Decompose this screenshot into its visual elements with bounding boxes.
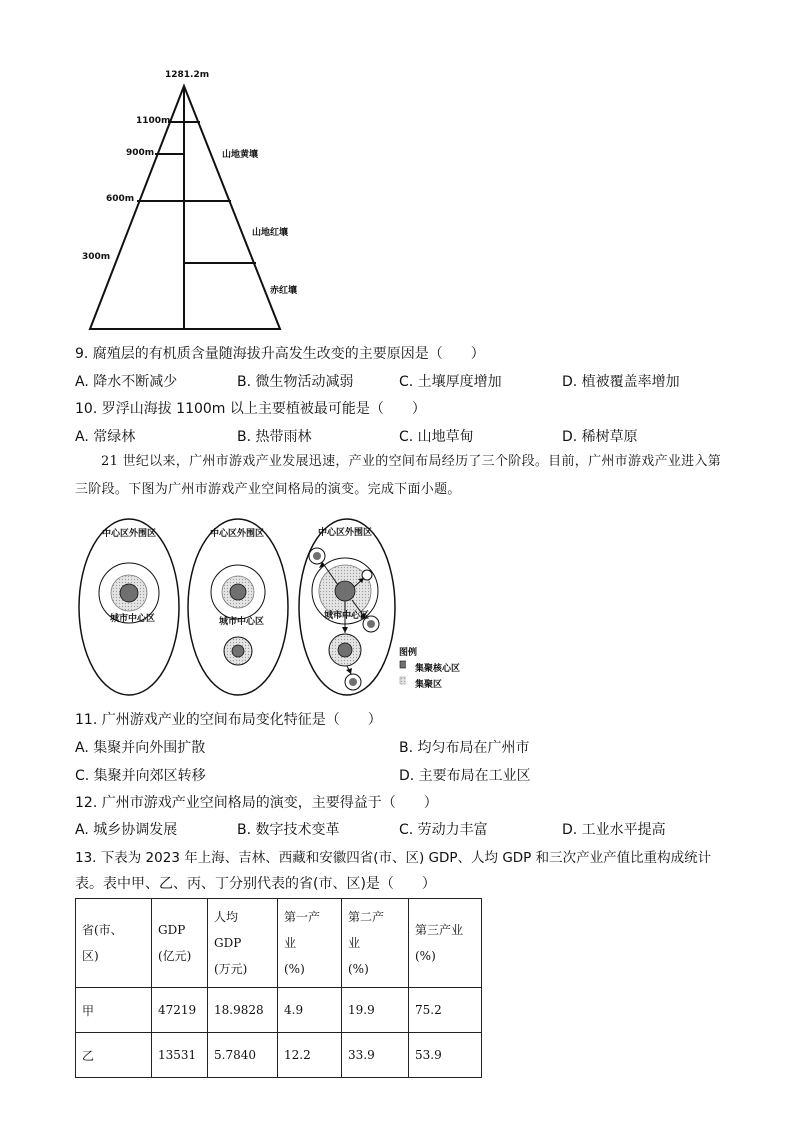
question-10-option-b[interactable]: B. 热带雨林 bbox=[237, 429, 312, 445]
question-12-option-c[interactable]: C. 劳动力丰富 bbox=[399, 822, 488, 838]
table-cell: 13531 bbox=[152, 1033, 208, 1078]
question-10-stem: 10. 罗浮山海拔 1100m 以上主要植被最可能是（ ） bbox=[75, 401, 426, 417]
question-9-option-d[interactable]: D. 植被覆盖率增加 bbox=[562, 374, 680, 390]
stage-2-outer-label: 中心区外围区 bbox=[210, 529, 265, 539]
legend-area-label: 集聚区 bbox=[415, 680, 443, 690]
stage-3-outer-label: 中心区外围区 bbox=[318, 528, 373, 538]
stage-2-center-label: 城市中心区 bbox=[219, 617, 265, 627]
table-header-row bbox=[76, 899, 482, 988]
legend-title: 图例 bbox=[399, 648, 418, 658]
stage-2 bbox=[188, 519, 288, 695]
header-gdp: GDP (亿元) bbox=[152, 899, 208, 988]
zone-label-yellow-soil: 山地黄壤 bbox=[222, 150, 259, 160]
table-cell: 19.9 bbox=[342, 988, 409, 1033]
stage-3-core bbox=[335, 581, 355, 601]
question-12-stem: 12. 广州市游戏产业空间格局的演变，主要得益于（ ） bbox=[75, 795, 438, 811]
table-cell: 乙 bbox=[76, 1033, 152, 1078]
altitude-900-label: 900m bbox=[126, 148, 155, 158]
stage-2-core bbox=[230, 584, 246, 600]
question-12-option-d[interactable]: D. 工业水平提高 bbox=[562, 822, 666, 838]
question-11-option-b[interactable]: B. 均匀布局在广州市 bbox=[399, 740, 530, 756]
altitude-600-label: 600m bbox=[106, 194, 135, 204]
legend-core-label: 集聚核心区 bbox=[415, 664, 461, 674]
question-10-option-d[interactable]: D. 稀树草原 bbox=[562, 429, 638, 445]
header-per-capita-gdp: 人均 GDP (万元) bbox=[208, 899, 278, 988]
table-cell: 53.9 bbox=[409, 1033, 482, 1078]
zone-label-red-soil: 山地红壤 bbox=[252, 228, 289, 238]
question-13-stem-line2: 表。表中甲、乙、丙、丁分别代表的省(市、区)是（ ） bbox=[75, 876, 436, 892]
question-9-option-a[interactable]: A. 降水不断减少 bbox=[75, 374, 178, 390]
question-9-option-c[interactable]: C. 土壤厚度增加 bbox=[399, 374, 502, 390]
stage-1-outer-label: 中心区外围区 bbox=[102, 529, 157, 539]
table-cell: 33.9 bbox=[342, 1033, 409, 1078]
altitude-1100-label: 1100m bbox=[136, 116, 171, 126]
stage-3 bbox=[299, 519, 395, 695]
table-cell: 4.9 bbox=[278, 988, 342, 1033]
question-9-stem: 9. 腐殖层的有机质含量随海拔升高发生改变的主要原因是（ ） bbox=[75, 346, 485, 362]
stage-1-core bbox=[120, 584, 138, 602]
question-9-option-b[interactable]: B. 微生物活动减弱 bbox=[237, 374, 354, 390]
table-cell: 75.2 bbox=[409, 988, 482, 1033]
question-11-option-d[interactable]: D. 主要布局在工业区 bbox=[399, 768, 531, 784]
header-tertiary-industry: 第三产业 (%) bbox=[409, 899, 482, 988]
stage-1-center-label: 城市中心区 bbox=[110, 614, 156, 624]
table-cell: 5.7840 bbox=[208, 1033, 278, 1078]
table-cell: 18.9828 bbox=[208, 988, 278, 1033]
header-province: 省(市、 区) bbox=[76, 899, 152, 988]
question-12-option-a[interactable]: A. 城乡协调发展 bbox=[75, 822, 178, 838]
altitude-300-label: 300m bbox=[82, 252, 111, 262]
table-cell: 12.2 bbox=[278, 1033, 342, 1078]
legend-area-swatch bbox=[400, 677, 406, 684]
question-11-stem: 11. 广州游戏产业的空间布局变化特征是（ ） bbox=[75, 712, 382, 728]
altitude-top-label: 1281.2m bbox=[165, 70, 210, 80]
legend-core-swatch bbox=[400, 661, 406, 668]
stage-3-center-label: 城市中心区 bbox=[324, 611, 370, 621]
passage-text: 21 世纪以来，广州市游戏产业发展迅速，产业的空间布局经历了三个阶段。目前，广州市游戏产业进入第三阶段。下图为广州市游戏产业空间格局的演变。完成下面小题。 bbox=[75, 454, 722, 497]
question-10-option-a[interactable]: A. 常绿林 bbox=[75, 429, 136, 445]
zone-label-lateritic-red-soil: 赤红壤 bbox=[270, 286, 298, 296]
table-row bbox=[76, 988, 482, 1033]
question-13-stem-line1: 13. 下表为 2023 年上海、吉林、西藏和安徽四省(市、区) GDP、人均 GDP 和三次产业产值比重构成统计 bbox=[75, 850, 712, 866]
table-cell: 47219 bbox=[152, 988, 208, 1033]
question-11-option-c[interactable]: C. 集聚并向郊区转移 bbox=[75, 768, 206, 784]
gdp-statistics-table bbox=[75, 898, 482, 1078]
header-secondary-industry: 第二产 业 (%) bbox=[342, 899, 409, 988]
question-11-option-a[interactable]: A. 集聚并向外围扩散 bbox=[75, 740, 206, 756]
header-primary-industry: 第一产 业 (%) bbox=[278, 899, 342, 988]
legend bbox=[400, 661, 406, 684]
table-cell: 甲 bbox=[76, 988, 152, 1033]
stage-1 bbox=[79, 519, 179, 695]
table-row bbox=[76, 1033, 482, 1078]
question-12-option-b[interactable]: B. 数字技术变革 bbox=[237, 822, 340, 838]
question-10-option-c[interactable]: C. 山地草甸 bbox=[399, 429, 474, 445]
